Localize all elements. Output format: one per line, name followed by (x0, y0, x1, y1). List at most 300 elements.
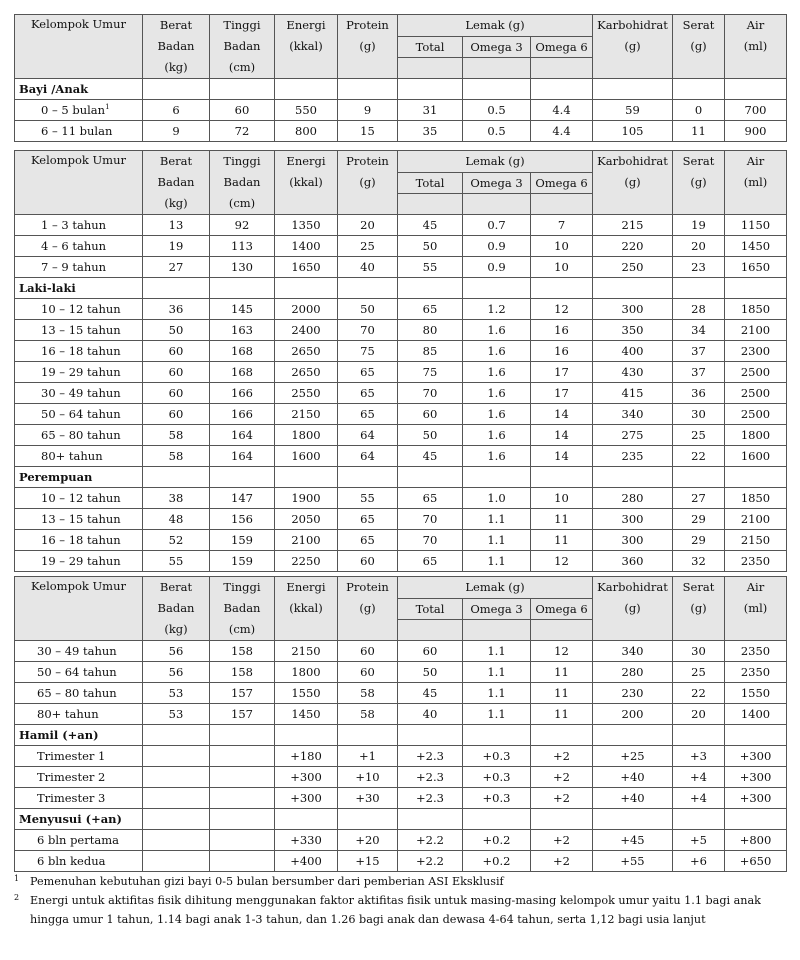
value-cell (275, 446, 338, 467)
table-row (15, 215, 787, 236)
group-row (15, 278, 787, 299)
value-cell (673, 236, 725, 257)
value: 52 (168, 533, 184, 547)
value-cell (531, 683, 593, 704)
value-cell (673, 704, 725, 725)
col-header-protein-line: Protein (346, 580, 389, 594)
value: 14 (554, 407, 569, 421)
value-cell (398, 788, 463, 809)
value-cell (338, 100, 398, 121)
value-cell (725, 788, 787, 809)
value: 70 (422, 533, 438, 547)
value: 168 (231, 344, 253, 358)
col-header-serat-line: (g) (690, 39, 707, 53)
col-header-tinggi-badan-line: Tinggi (223, 154, 261, 168)
value: 55 (422, 260, 438, 274)
value-cell (143, 746, 210, 767)
value-cell (143, 320, 210, 341)
value-cell (143, 662, 210, 683)
value: 164 (231, 428, 253, 442)
value-cell (725, 662, 787, 683)
value-cell (463, 767, 531, 788)
value-cell (210, 100, 275, 121)
empty-cell (593, 467, 673, 488)
age-group-label: 80+ tahun (41, 449, 103, 463)
value-cell (725, 341, 787, 362)
footnotes (14, 872, 789, 929)
value: 400 (621, 344, 644, 358)
value-cell (593, 362, 673, 383)
value-cell (673, 683, 725, 704)
value-cell (143, 830, 210, 851)
value: +300 (290, 791, 322, 805)
value: 22 (691, 449, 706, 463)
value-cell (531, 530, 593, 551)
age-group-cell (15, 641, 143, 662)
value: +40 (620, 791, 645, 805)
value: 65 (360, 386, 375, 400)
header-spacer (463, 194, 531, 215)
col-header-berat-badan-line: (kg) (164, 622, 188, 636)
value-cell (463, 236, 531, 257)
age-group-cell (15, 746, 143, 767)
value-cell (210, 341, 275, 362)
value: 65 (360, 407, 375, 421)
value-cell (275, 257, 338, 278)
value: 1850 (740, 491, 771, 505)
empty-cell (673, 79, 725, 100)
value-cell (531, 100, 593, 121)
value-cell (725, 746, 787, 767)
value-cell (338, 446, 398, 467)
value-cell (593, 215, 673, 236)
value-cell (143, 121, 210, 142)
value: 215 (621, 218, 644, 232)
value-cell (143, 530, 210, 551)
value: 1800 (291, 428, 321, 442)
value: 1650 (291, 260, 321, 274)
col-header-tinggi-badan (210, 577, 275, 641)
value-cell (531, 362, 593, 383)
value: 800 (295, 124, 317, 138)
empty-cell (673, 278, 725, 299)
value: 159 (231, 533, 253, 547)
col-header-energi-line: (kkal) (289, 39, 323, 53)
value: 2100 (740, 512, 771, 526)
empty-cell (463, 809, 531, 830)
value: 50 (422, 428, 438, 442)
value-cell (463, 121, 531, 142)
age-group-label: 10 – 12 tahun (41, 491, 121, 505)
value: 34 (691, 323, 706, 337)
value: 45 (422, 686, 438, 700)
value: 60 (168, 365, 184, 379)
col-header-karbohidrat-line: Karbohidrat (597, 154, 668, 168)
value: 1.1 (487, 686, 506, 700)
footnote-1 (14, 872, 789, 891)
value: 2050 (291, 512, 321, 526)
value: +0.3 (482, 749, 511, 763)
value-cell (275, 704, 338, 725)
col-header-berat-badan (143, 577, 210, 641)
col-header-berat-badan-line: Berat (159, 154, 193, 168)
group-label: Perempuan (15, 467, 143, 488)
value: 29 (691, 512, 706, 526)
age-group-label: 30 – 49 tahun (41, 386, 121, 400)
value-cell (531, 767, 593, 788)
value: 12 (554, 302, 569, 316)
empty-cell (338, 278, 398, 299)
value-cell (143, 704, 210, 725)
table-row (15, 830, 787, 851)
value: 2350 (740, 644, 771, 658)
value-cell (398, 446, 463, 467)
header-spacer (398, 194, 463, 215)
col-header-karbohidrat-line: (g) (624, 175, 641, 189)
value: 35 (422, 124, 438, 138)
value-cell (398, 767, 463, 788)
empty-cell (725, 467, 787, 488)
empty-cell (673, 467, 725, 488)
table-row (15, 425, 787, 446)
header-spacer (463, 620, 531, 641)
value-cell (338, 704, 398, 725)
value: 64 (360, 428, 375, 442)
value-cell (275, 746, 338, 767)
value-cell (673, 788, 725, 809)
col-header-serat-line: Serat (682, 18, 715, 32)
value-cell (463, 788, 531, 809)
value-cell (593, 488, 673, 509)
col-header-energi (275, 151, 338, 215)
col-header-serat-line: (g) (690, 601, 707, 615)
value-cell (398, 851, 463, 872)
value: 60 (234, 103, 250, 117)
age-group-cell (15, 215, 143, 236)
value-cell (143, 683, 210, 704)
value: 40 (360, 260, 375, 274)
value-cell (673, 509, 725, 530)
value: 50 (360, 302, 375, 316)
age-group-cell (15, 509, 143, 530)
header-spacer (398, 620, 463, 641)
value-cell (275, 767, 338, 788)
col-header-karbohidrat-line: (g) (624, 39, 641, 53)
group-row (15, 467, 787, 488)
value: 53 (168, 686, 184, 700)
col-header-lemak: Lemak (g) (398, 577, 593, 599)
value-cell (338, 362, 398, 383)
value-cell (463, 683, 531, 704)
value-cell (143, 788, 210, 809)
value-cell (531, 446, 593, 467)
empty-cell (275, 467, 338, 488)
value-cell (275, 662, 338, 683)
value-cell (673, 362, 725, 383)
value-cell (143, 383, 210, 404)
value-cell (338, 257, 398, 278)
value-cell (398, 257, 463, 278)
value-cell (275, 683, 338, 704)
value: 60 (168, 386, 184, 400)
value-cell (210, 641, 275, 662)
value: 28 (691, 302, 706, 316)
value-cell (275, 236, 338, 257)
col-header-energi-line: Energi (286, 154, 326, 168)
age-group-cell (15, 851, 143, 872)
value: 36 (691, 386, 706, 400)
value: +300 (290, 770, 322, 784)
value-cell (531, 509, 593, 530)
value-cell (593, 851, 673, 872)
value-cell (673, 746, 725, 767)
value: +2.2 (416, 854, 444, 868)
value: 350 (621, 323, 644, 337)
value-cell (463, 551, 531, 572)
value-cell (531, 662, 593, 683)
value: 113 (231, 239, 253, 253)
value: 7 (557, 218, 566, 232)
value-cell (673, 425, 725, 446)
value: 6 (172, 103, 180, 117)
value-cell (143, 509, 210, 530)
age-group-cell (15, 788, 143, 809)
value-cell (398, 551, 463, 572)
value: 48 (168, 512, 184, 526)
value: 10 (554, 260, 569, 274)
value-cell (210, 446, 275, 467)
value: 166 (231, 407, 253, 421)
value: 50 (422, 665, 438, 679)
age-group-label: Trimester 1 (37, 749, 106, 763)
group-label: Bayi /Anak (15, 79, 143, 100)
value-cell (398, 320, 463, 341)
value-cell (593, 341, 673, 362)
value: 50 (168, 323, 184, 337)
value-cell (398, 299, 463, 320)
value-cell (210, 551, 275, 572)
value-cell (398, 383, 463, 404)
table-row (15, 767, 787, 788)
value-cell (463, 509, 531, 530)
table-row (15, 320, 787, 341)
age-group-label: 19 – 29 tahun (41, 365, 121, 379)
value: 20 (691, 707, 706, 721)
col-header-berat-badan-line: Badan (157, 601, 195, 615)
value: 105 (621, 124, 644, 138)
value-cell (338, 341, 398, 362)
age-group-label: 16 – 18 tahun (41, 533, 121, 547)
header-row (15, 151, 787, 173)
value-cell (275, 341, 338, 362)
value: +2 (553, 749, 570, 763)
value: 300 (621, 512, 644, 526)
col-header-karbohidrat-line: Karbohidrat (597, 580, 668, 594)
value: +4 (690, 770, 707, 784)
value-cell (593, 404, 673, 425)
group-row (15, 79, 787, 100)
value: 60 (422, 644, 438, 658)
value: 340 (621, 407, 644, 421)
value: 360 (621, 554, 644, 568)
col-header-kelompok-umur: Kelompok Umur (15, 577, 143, 641)
value: 11 (691, 124, 706, 138)
value: 14 (554, 428, 569, 442)
value: 280 (621, 665, 644, 679)
value: +20 (355, 833, 380, 847)
value-cell (210, 257, 275, 278)
value: 65 (422, 302, 438, 316)
value: +2.2 (416, 833, 444, 847)
empty-cell (338, 79, 398, 100)
col-header-serat-line: Serat (682, 154, 715, 168)
value: 1.1 (487, 707, 506, 721)
empty-cell (463, 79, 531, 100)
value: 280 (621, 491, 644, 505)
value-cell (725, 236, 787, 257)
table-row (15, 704, 787, 725)
age-group-label: 50 – 64 tahun (41, 407, 121, 421)
value: +2 (553, 770, 570, 784)
value: 13 (168, 218, 184, 232)
value: 75 (360, 344, 375, 358)
value-cell (210, 404, 275, 425)
value: 1.0 (487, 491, 506, 505)
age-group-label: 19 – 29 tahun (41, 554, 121, 568)
empty-cell (210, 809, 275, 830)
empty-cell (210, 725, 275, 746)
value: 1.1 (487, 644, 506, 658)
value: 60 (168, 344, 184, 358)
col-header-lemak-omega-6: Omega 6 (531, 173, 593, 194)
empty-cell (593, 725, 673, 746)
value-cell (673, 383, 725, 404)
value: 30 (691, 407, 706, 421)
value: +400 (290, 854, 322, 868)
value-cell (210, 830, 275, 851)
col-header-karbohidrat (593, 151, 673, 215)
age-group-label: 80+ tahun (37, 707, 99, 721)
value-cell (210, 425, 275, 446)
value: 1150 (740, 218, 771, 232)
group-label: Laki-laki (15, 278, 143, 299)
table-row (15, 551, 787, 572)
col-header-air-line: (ml) (743, 175, 768, 189)
col-header-karbohidrat-line: Karbohidrat (597, 18, 668, 32)
value-cell (398, 641, 463, 662)
empty-cell (593, 809, 673, 830)
value-cell (275, 299, 338, 320)
value: 2150 (291, 644, 321, 658)
value-cell (531, 425, 593, 446)
value-cell (725, 509, 787, 530)
value: 2300 (740, 344, 771, 358)
value: 157 (231, 686, 253, 700)
value: 30 (691, 644, 706, 658)
value-cell (463, 530, 531, 551)
age-group-cell (15, 662, 143, 683)
value-cell (673, 767, 725, 788)
value-cell (725, 362, 787, 383)
col-header-air (725, 151, 787, 215)
age-group-cell (15, 683, 143, 704)
value: 31 (422, 103, 438, 117)
age-group-cell (15, 100, 143, 121)
empty-cell (593, 278, 673, 299)
col-header-berat-badan-line: Berat (159, 18, 193, 32)
header-spacer (531, 58, 593, 79)
col-header-serat (673, 577, 725, 641)
value: +800 (739, 833, 772, 847)
value-cell (531, 215, 593, 236)
value-cell (463, 425, 531, 446)
empty-cell (673, 725, 725, 746)
value-cell (338, 641, 398, 662)
value-cell (593, 788, 673, 809)
col-header-lemak-omega-6: Omega 6 (531, 37, 593, 58)
value-cell (275, 530, 338, 551)
age-group-cell (15, 767, 143, 788)
value: 250 (621, 260, 644, 274)
empty-cell (338, 467, 398, 488)
value: 1.1 (487, 554, 506, 568)
value: 65 (422, 554, 438, 568)
value: 0 (694, 103, 703, 117)
value-cell (210, 488, 275, 509)
age-group-label: 10 – 12 tahun (41, 302, 121, 316)
value: 1.6 (487, 407, 506, 421)
value: +30 (355, 791, 380, 805)
col-header-tinggi-badan-line: (cm) (228, 622, 256, 636)
value: 1600 (740, 449, 771, 463)
value: 20 (691, 239, 706, 253)
col-header-lemak-omega-3: Omega 3 (463, 173, 531, 194)
value-cell (338, 851, 398, 872)
empty-cell (275, 809, 338, 830)
value: 16 (554, 323, 569, 337)
age-group-label: 13 – 15 tahun (41, 512, 121, 526)
age-group-label: 6 bln kedua (37, 854, 106, 868)
value-cell (210, 236, 275, 257)
value-cell (210, 362, 275, 383)
value-cell (593, 299, 673, 320)
value-cell (593, 236, 673, 257)
empty-cell (338, 725, 398, 746)
value-cell (398, 530, 463, 551)
value: 1350 (291, 218, 321, 232)
value-cell (275, 121, 338, 142)
value-cell (531, 704, 593, 725)
value: 25 (691, 428, 706, 442)
header-spacer (463, 58, 531, 79)
value-cell (593, 509, 673, 530)
value: 75 (422, 365, 438, 379)
value-cell (398, 662, 463, 683)
footnote-2 (14, 891, 789, 929)
value-cell (143, 767, 210, 788)
value-cell (143, 100, 210, 121)
col-header-tinggi-badan-line: Tinggi (223, 18, 261, 32)
value-cell (275, 100, 338, 121)
age-group-label: 7 – 9 tahun (41, 260, 107, 274)
value: 65 (360, 533, 375, 547)
age-group-cell (15, 704, 143, 725)
footnote-text: Pemenuhan kebutuhan gizi bayi 0-5 bulan bersumber dari pemberian ASI Eksklusif (30, 875, 504, 888)
value-cell (725, 404, 787, 425)
empty-cell (673, 809, 725, 830)
value: 58 (168, 428, 184, 442)
table-row (15, 509, 787, 530)
